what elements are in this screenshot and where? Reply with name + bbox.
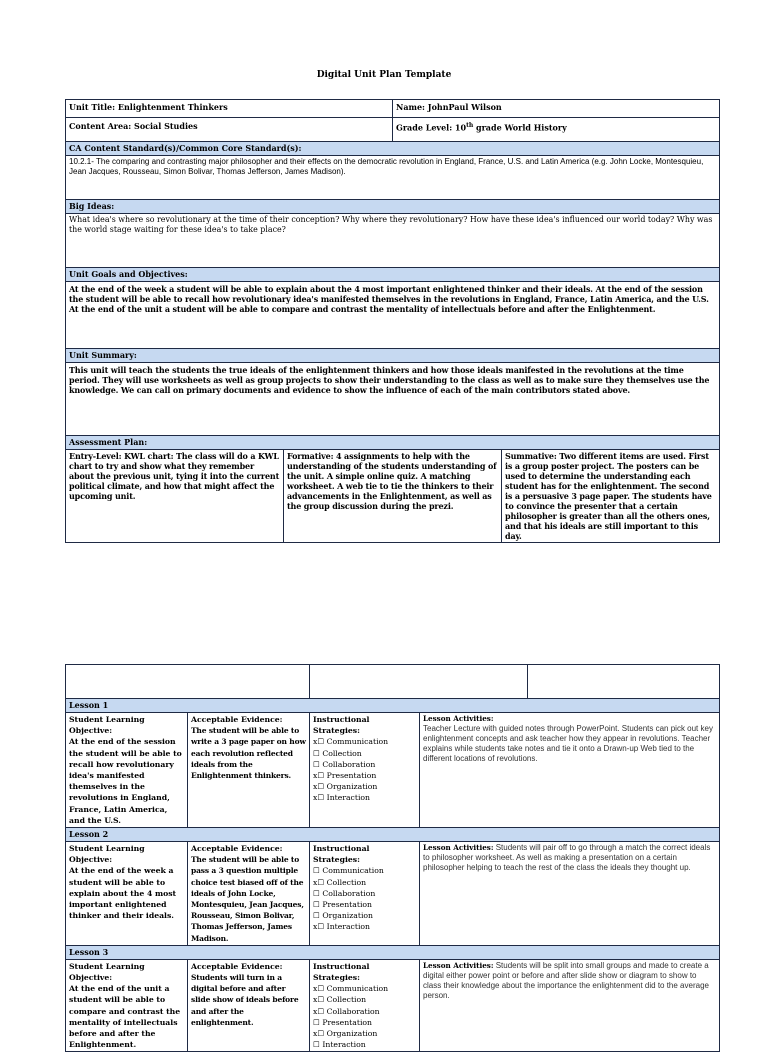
unit-plan-table	[65, 99, 720, 439]
lesson-1-strategy[interactable]: ☐ Collection	[313, 748, 362, 758]
lesson-3-strategies-label: Instructional Strategies:	[313, 961, 370, 983]
lesson-2-strategy[interactable]: ☐ Presentation	[313, 900, 372, 910]
summary-text: This unit will teach the students the true ideals of the enlightenment thinkers and how those ideals manifested in the revolutions at the time period. They will use worksheets as well as group projects to show their understanding to the class as well as to make sure they themselves use the knowledge. We can call on primary documents and evidence to show the influence of each of the main contributors stated above.	[66, 363, 720, 439]
lesson-1-evidence	[188, 713, 310, 828]
lesson-1-header: Lesson 1	[66, 699, 720, 713]
lesson-1-activities-text: Teacher Lecture with guided notes through PowerPoint. Students can pick out key enlightenment concepts and ask teacher how they appear in revolutions. Teacher explains while students take notes and tie it onto a Drawn-up Web tied to the different locations of revolutions.	[423, 724, 713, 763]
grade-level	[393, 118, 720, 142]
lesson-3-header: Lesson 3	[66, 945, 720, 959]
lesson-3-objective-text: At the end of the unit a student will be able to compare and contrast the mentality of intellectuals before and after the Enlightenment.	[69, 984, 181, 1050]
lesson-2-evidence	[188, 842, 310, 946]
summary-header: Unit Summary:	[66, 349, 720, 363]
lesson-2-header: Lesson 2	[66, 828, 720, 842]
lesson-1-objective-text: At the end of the session the student will be able to recall how revolutionary idea's manifested themselves in the revolutions in England, France, Latin America, and the U.S.	[69, 737, 182, 825]
lesson-1-strategies	[310, 713, 420, 828]
lesson-3-strategy[interactable]: x☐ Collection	[313, 995, 367, 1005]
lesson-2-strategies-label: Instructional Strategies:	[313, 844, 370, 865]
lesson-2-strategy[interactable]: ☐ Collaboration	[313, 888, 376, 898]
big-ideas-text: What idea's where so revolutionary at the time of their conception? Why where they revolutionary? How have these idea's influenced our world today? Why was the world stage waiting for these idea's to take place?	[66, 214, 720, 268]
lesson-2-objective-label: Student Learning Objective:	[69, 844, 145, 865]
grade-level-prefix: Grade Level: 10	[396, 122, 467, 133]
lesson-1-objective	[66, 713, 188, 828]
lesson-2-activities	[420, 842, 720, 946]
lesson-3-strategies	[310, 959, 420, 1052]
big-ideas-header: Big Ideas:	[66, 200, 720, 214]
lesson-2-objective-text: At the end of the week a student will be able to explain about the 4 most important enlightened thinker and their ideals.	[69, 866, 177, 921]
page-title: Digital Unit Plan Template	[316, 70, 452, 80]
lesson-1-strategy[interactable]: x☐ Communication	[313, 737, 389, 747]
lesson-1-strategies-label: Instructional Strategies:	[313, 715, 370, 736]
lesson-3-evidence-label: Acceptable Evidence:	[191, 961, 283, 971]
lesson-1-activities	[420, 713, 720, 828]
standards-text: 10.2.1- The comparing and contrasting major philosopher and their effects on the democratic revolution in England, France, U.S. and Latin America (e.g. John Locke, Montesquieu, Jean Jacques, Rousseau, Simon Bolivar, Thomas Jefferson, James Madison).	[66, 156, 720, 200]
lesson-3-strategy[interactable]: ☐ Interaction	[313, 1040, 366, 1050]
assessment-table	[65, 435, 720, 543]
lesson-3-activities-label: Lesson Activities:	[423, 960, 494, 970]
lesson-1-strategy[interactable]: x☐ Interaction	[313, 793, 370, 803]
lesson-2-activities-label: Lesson Activities:	[423, 843, 494, 853]
lesson-2-strategy[interactable]: ☐ Communication	[313, 866, 384, 876]
assessment-entry: Entry-Level: KWL chart: The class will do a KWL chart to try and show what they remember about the previous unit, tying it into the current political climate, and how that might affect the upcoming unit.	[66, 450, 284, 543]
lesson-3-objective	[66, 959, 188, 1052]
goals-text: At the end of the week a student will be able to explain about the 4 most important enlightened thinker and their ideals. At the end of the session the student will be able to recall how revolutionary idea's manifested themselves in the revolutions in England, France, Latin America, and the U.S. At the end of the unit a student will be able to compare and contrast the mentality of intellectuals before and after the Enlightenment.	[66, 282, 720, 349]
lesson-3-evidence-text: Students will turn in a digital before and after slide show of ideals before and after the enlightenment.	[191, 973, 299, 1027]
standards-header: CA Content Standard(s)/Common Core Standard(s):	[66, 142, 720, 156]
lesson-1-objective-label: Student Learning Objective:	[69, 715, 145, 736]
lesson-1-strategy[interactable]: x☐ Organization	[313, 782, 378, 792]
lesson-3-strategy[interactable]: x☐ Organization	[313, 1029, 378, 1039]
lesson-2-activities-text: Students will pair off to go through a match the correct ideals to philosopher worksheet. As well as making a presentation on a certain philosopher helping to teach the rest of the class the ideals they thought up.	[423, 843, 711, 873]
unit-title: Unit Title: Enlightenment Thinkers	[66, 100, 393, 118]
lesson-1-activities-label: Lesson Activities:	[423, 714, 494, 723]
lesson-2-strategy[interactable]: ☐ Organization	[313, 911, 373, 921]
lesson-2-objective	[66, 842, 188, 946]
lesson-2-strategy[interactable]: x☐ Collection	[313, 877, 367, 887]
lesson-2-evidence-label: Acceptable Evidence:	[191, 844, 283, 854]
lesson-2-strategy[interactable]: x☐ Interaction	[313, 922, 370, 932]
content-area: Content Area: Social Studies	[66, 118, 393, 142]
lesson-3-strategy[interactable]: ☐ Presentation	[313, 1017, 372, 1027]
lesson-3-strategy[interactable]: x☐ Communication	[313, 984, 389, 994]
lesson-2-strategies	[310, 842, 420, 946]
assessment-formative: Formative: 4 assignments to help with the understanding of the students understanding of the unit. A simple online quiz. A matching worksheet. A web tie to tie the thinkers to their advancements in the Enlightenment, as well as the group discussion during the prezi.	[284, 450, 502, 543]
assessment-header: Assessment Plan:	[66, 436, 720, 450]
lesson-1-evidence-label: Acceptable Evidence:	[191, 715, 283, 724]
lesson-1-strategy[interactable]: x☐ Presentation	[313, 771, 377, 781]
lesson-3-activities	[420, 959, 720, 1052]
lesson-table	[65, 664, 720, 1052]
grade-level-sup: th	[466, 122, 474, 129]
empty-cell-1	[66, 665, 310, 699]
grade-level-suffix: grade World History	[473, 122, 567, 133]
lesson-1-strategy[interactable]: ☐ Collaboration	[313, 759, 376, 769]
lesson-3-objective-label: Student Learning Objective:	[69, 961, 145, 983]
goals-header: Unit Goals and Objectives:	[66, 268, 720, 282]
lesson-1-evidence-text: The student will be able to write a 3 page paper on how each revolution reflected ideals from the Enlightenment thinkers.	[191, 726, 306, 781]
lesson-3-activities-text: Students will be split into small groups and made to create a digital either power point or before and after slide show or diagram to show to class their knowledge about the importance the enlightenment did to the average person.	[423, 960, 709, 1000]
lesson-2-evidence-text: The student will be able to pass a 3 question multiple choice test biased off of the ideals of John Locke, Montesquieu, Jean Jacques, Rousseau, Simon Bolivar, Thomas Jefferson, James Madison.	[191, 855, 304, 943]
assessment-summative: Summative: Two different items are used. First is a group poster project. The posters can be used to determine the understanding each student has for the enlightenment. The second is a persuasive 3 page paper. The students have to convince the presenter that a certain philosopher is greater than all the others ones, and that his ideals are still important to this day.	[502, 450, 720, 543]
teacher-name: Name: JohnPaul Wilson	[393, 100, 720, 118]
lesson-3-strategy[interactable]: x☐ Collaboration	[313, 1006, 380, 1016]
empty-cell-2	[310, 665, 720, 699]
lesson-3-evidence	[188, 959, 310, 1052]
